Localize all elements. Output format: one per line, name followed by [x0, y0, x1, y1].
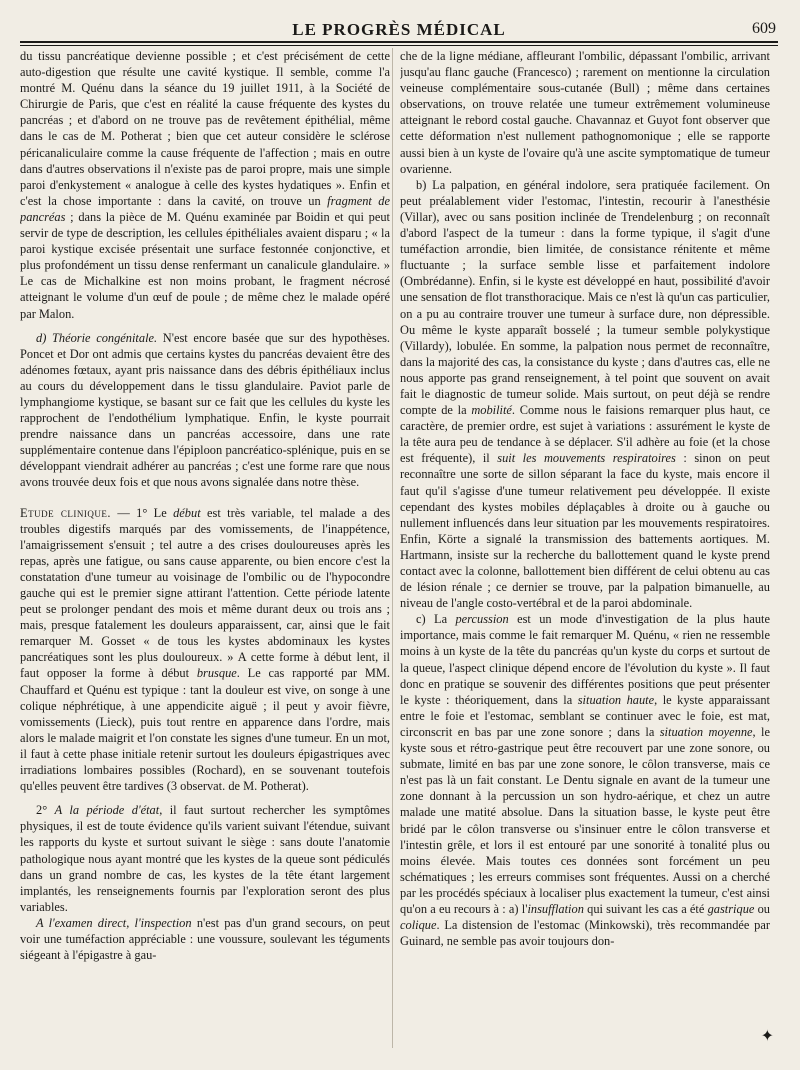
paragraph: Etude clinique. — 1° Le début est très variable, tel malade a des troubles digestifs marqués par des vomissements, de l'inappétence, l'amaigrissement s'ensuit ; tel autre a des crises douloureuses après les repas, après une fatigue, ou sans cause apparente, ou bien encore c'est la constatation d'une tumeur au voisinage de l'ombilic ou de l'hypocondre gauche qui est le premier signe attirant l'attention. Cette période latente peut se prolonger pendant des mois et même durant deux ou trois ans ; mais, presque fatalement les douleurs apparaissent, car, ainsi que le fait remarquer M. Gosset « de tous les kystes abdominaux les kystes pancréatiques sont les plus douloureux. » A cette forme à début lent, il faut opposer la forme à début brusque. Le cas rapporté par MM. Chauffard et Quénu est typique : tant la douleur est vive, on songe à une colique néphrétique, à une appendicite aiguë ; il peut y avoir fièvre, vomissements (Lieck), puis tout rentre en apparence dans l'ordre, mais alors le malade maigrit et l'on constate les signes d'une tumeur. En un mot, il faut à cette phase initiale retenir surtout les douleurs épigastriques avec irradiations lombaires possibles (Rochard), en se souvenant toutefois qu'elles peuvent être tardives (3 observat. de M. Potherat). [20, 505, 390, 794]
journal-title: LE PROGRÈS MÉDICAL [292, 20, 506, 39]
paragraph: d) Théorie congénitale. N'est encore basée que sur des hypothèses. Poncet et Dor ont admis que certains kystes du pancréas devaient être des adénomes fœtaux, ayant pris naissance dans des débris épithéliaux inclus au cours du développement dans le tissu glandulaire. Paviot parle de lymphangiome kystique, se basant sur ce fait que les cellules du kyste les rapprochent de l'endothélium lymphatique. Enfin, le kyste pourrait prendre naissance dans un pancréas accessoire, dans une rate supplémentaire contenue dans l'épiploon pancréatico-splénique, puis en se développant viendrait adhérer au pancréas ; c'est une forme rare que nous avons trouvée deux fois et que nous avons signalée dans notre thèse. [20, 330, 390, 490]
paragraph: 2° A la période d'état, il faut surtout rechercher les symptômes physiques, il est de toute évidence qu'ils varient suivant l'étendue, suivant les rapports du kyste et surtout suivant le siège : sans doute l'anatomie pathologique nous ayant montré que les kystes de la queue sont pédiculés dans un grand nombre de cas, les kystes de la tête étant largement implantés, les renseignements fournis par l'exploration seront des plus variables. [20, 803, 390, 914]
paragraph: du tissu pancréatique devienne possible ; et c'est précisément de cette auto-digestion que résulte une cavité kystique. Il semble, comme l'a montré M. Quénu dans la séance du 19 juillet 1911, à la Société de Chirurgie de Paris, que c'est en réalité la cause fréquente des kystes du pancréas ; et d'abord on ne trouve pas de revêtement épithélial, même dans le cas de M. Potherat ; bien que cet auteur considère le sclérose péricanaliculaire comme la cause fréquente de l'affection ; mais en outre dans d'autres observations il n'existe pas de paroi propre, mais une simple paroi d'enkystement « analogue à celle des kystes hydatiques ». Enfin et c'est la chose importante : dans la cavité, on trouve un fragment de pancréas ; dans la pièce de M. Quénu examinée par Boidin et qui peut servir de type de description, les cellules épithéliales avaient disparu ; « la paroi kystique excisée présentait une surface festonnée conjonctive, et plus profondément un tissu dense renfermant un canalicule glandulaire. » Le cas de Michalkine est non moins probant, le fragment nécrosé atteignant le volume d'un œuf de poule ; de même chez le malade opéré par Malon. [20, 49, 390, 321]
paragraph: c) La percussion est un mode d'investigation de la plus haute importance, mais comme le fait remarquer M. Quénu, « rien ne ressemble moins à un kyste de la tête du pancréas qu'un kyste du corps et surtout de la queue, l'aspect clinique dépend encore de l'évolution du kyste ». Il faut donc en pratique se souvenir des différentes positions que peut présenter le kyste : théoriquement, dans la situation haute, le kyste apparaissant entre le foie et l'estomac, semblant se continuer avec le foie, est mat, circonscrit en bas par une zone sonore ; dans la situation moyenne, le kyste sous et rétro-gastrique peut être recouvert par une zone sonore, ou submate, limité en bas par une zone sonore, le côlon transverse, mais ce n'est pas là un fait constant. Le Dentu signale en avant de la tumeur une zone donnant à la percussion un son hydro-aérique, et chez un autre malade une matité absolue. Dans la situation basse, le kyste peut être bridé par le côlon transverse ou s'insinuer entre le côlon transverse et l'intestin grêle, et lors il est entouré par une sonorité à tonalité plus ou moins élevée. Mais toutes ces données sont forcément un peu schématiques ; les erreurs commises sont fréquentes. Aussi on a cherché par les procédés spéciaux à localiser plus exactement la tumeur, c'est ainsi qu'on a eu recours à : a) l'insufflation qui suivant les cas a été gastrique ou colique. La distension de l'estomac (Minkowski), très recommandée par Guinard, ne semble pas avoir toujours don- [400, 612, 770, 949]
header-rule [20, 41, 778, 43]
column-divider [392, 48, 393, 1048]
right-column [400, 48, 770, 1060]
section-label: d) Théorie congénitale. [36, 330, 158, 345]
section-heading: Etude clinique. [20, 505, 112, 520]
paragraph: A l'examen direct, l'inspection n'est pas d'un grand secours, on peut voir une tuméfaction appréciable : une voussure, soulevant les téguments siégeant à l'épigastre à gau- [20, 915, 390, 963]
header-rule-thin [20, 45, 778, 46]
fleuron-ornament: ✦ [760, 1028, 774, 1045]
page-number: 609 [752, 20, 776, 37]
paragraph: b) La palpation, en général indolore, sera pratiquée facilement. On peut préalablement vider l'estomac, l'intestin, recourir à l'anesthésie (Villar), avec ou sans position inclinée de Trendelenburg ; on reconnaît d'abord l'aspect de la tumeur : dans la forme typique, il s'agit d'une tuméfaction arrondie, bien limitée, de consistance rénitente et même fluctuante ; la surface semble lisse et parfaitement indolore (Ombrédanne). Enfin, si le kyste est développé en haut, possibilité d'avoir une sensation de flot transthoracique. Mais ce n'est là qu'un cas particulier, on a pu au contraire trouver une tumeur à surface dure, non dépressible. Ou même le kyste apparaît bosselé ; la tumeur semble polykystique (Villardy), lobulée. En somme, la palpation nous permet de reconnaître, dans la majorité des cas, la consistance du kyste ; dans d'autres cas, elle ne nous apporte pas grand renseignement, à tel point que souvent on avait fait le diagnostic de tumeur solide. Mais surtout, on peut déjà se rendre compte de la mobilité. Comme nous le faisions remarquer plus haut, ce caractère, de premier ordre, est sujet à variations : assurément le kyste de la tête aura peu de tendance à se déplacer. S'il adhère au foie (et la chose est fréquente), il suit les mouvements respiratoires : sinon on peut reconnaître une sorte de sillon séparant la face du kyste, mais encore il faut qu'il s'agisse d'une tumeur relativement peu développée. Il existe cependant des kystes mobiles déplaçables à droite ou à gauche ou nullement influencés dans leur situation par les mouvements respiratoires. Enfin, Körte a signalé la transmission des battements aortiques. M. Hartmann, insiste sur la recherche du ballottement quand le kyste prend contact avec la colonne, ballottement bien différent de celui obtenu au cas de lésion rénale ; ce dernier se trouve, par la palpation bimanuelle, au niveau de l'angle costo-vertébral et de la paroi abdominale. [400, 177, 770, 611]
left-column [20, 48, 390, 1060]
paragraph: che de la ligne médiane, affleurant l'ombilic, dépassant l'ombilic, arrivant jusqu'au flanc gauche (Francesco) ; rarement on mentionne la circulation veineuse complémentaire sous-cutanée (Bull) ; même dans certaines observations, on trouve relatée une tumeur extrêmement volumineuse atteignant le rebord costal gauche. Chavannaz et Guyot font observer que cette déformation n'est nullement pathognomonique ; elle se rapporte aussi bien à un kyste de l'ovaire qu'à une ascite symptomatique de tumeur ovarienne. [400, 49, 770, 176]
running-header [20, 18, 778, 40]
